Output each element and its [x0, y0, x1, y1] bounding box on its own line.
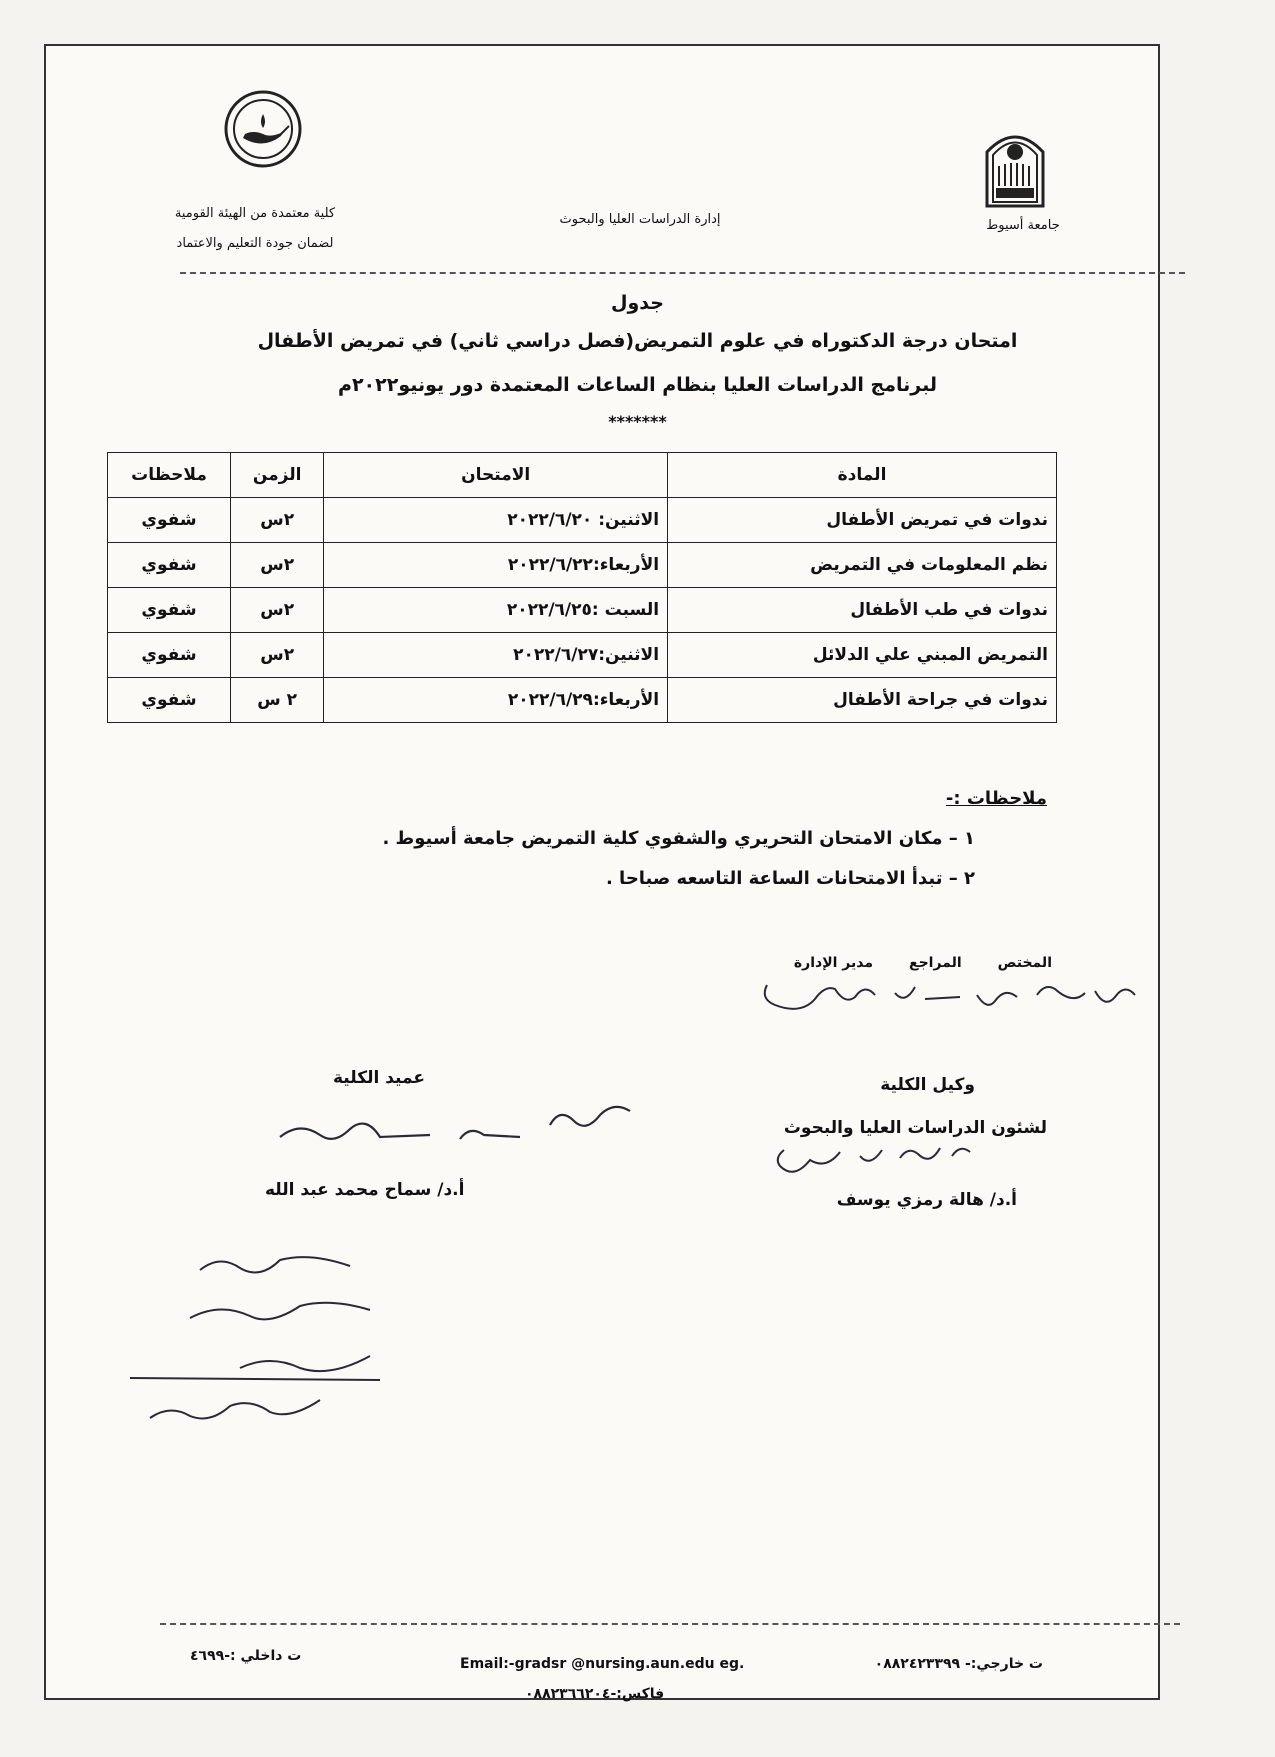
- email-address: Email:-gradsr @nursing.aun.edu eg.: [460, 1656, 745, 1672]
- note-item-2: ٢ – تبدأ الامتحانات الساعة التاسعه صباحا .: [605, 868, 975, 889]
- approval-signatures: [755, 975, 1150, 1035]
- vice-dean-portfolio: لشئون الدراسات العليا والبحوث: [783, 1118, 1047, 1138]
- external-phone: ت خارجي:- ٠٨٨٢٤٢٣٣٩٩: [874, 1656, 1043, 1672]
- row-subject: التمريض المبني علي الدلائل: [668, 633, 1057, 678]
- table-row: [108, 633, 1057, 678]
- internal-phone: ت داخلي :-٤٦٩٩: [190, 1648, 302, 1664]
- row-subject: نظم المعلومات في التمريض: [668, 543, 1057, 588]
- notes-heading: ملاحظات :-: [945, 788, 1047, 809]
- row-notes: شفوي: [108, 588, 231, 633]
- approvals-row: [752, 955, 1052, 971]
- table-row: [108, 588, 1057, 633]
- row-exam: الأربعاء:٢٠٢٢/٦/٢٩: [324, 678, 668, 723]
- exam-title: امتحان درجة الدكتوراه في علوم التمريض(فصل دراسي ثاني) في تمريض الأطفال: [257, 330, 1018, 352]
- header-exam: الامتحان: [324, 453, 668, 498]
- handwritten-annotation: [120, 1240, 410, 1430]
- row-time: ٢س: [231, 588, 324, 633]
- table-header-row: [108, 453, 1057, 498]
- row-exam: السبت :٢٠٢٢/٦/٢٥: [324, 588, 668, 633]
- row-subject: ندوات في جراحة الأطفال: [668, 678, 1057, 723]
- row-time: ٢س: [231, 633, 324, 678]
- accreditation-line-2: لضمان جودة التعليم والاعتماد: [176, 236, 334, 251]
- row-exam: الأربعاء:٢٠٢٢/٦/٢٢: [324, 543, 668, 588]
- row-subject: ندوات في تمريض الأطفال: [668, 498, 1057, 543]
- vice-dean-title: وكيل الكلية: [880, 1075, 975, 1095]
- approval-reviewer: المراجع: [909, 955, 962, 971]
- table-row: [108, 543, 1057, 588]
- header-notes: ملاحظات: [108, 453, 231, 498]
- table-row: [108, 678, 1057, 723]
- row-time: ٢س: [231, 543, 324, 588]
- row-subject: ندوات في طب الأطفال: [668, 588, 1057, 633]
- program-title: لبرنامج الدراسات العليا بنظام الساعات المعتمدة دور يونيو٢٠٢٢م: [338, 374, 937, 396]
- doc-title: جدول: [611, 292, 664, 314]
- header-subject: المادة: [668, 453, 1057, 498]
- title-stars: *******: [608, 412, 667, 431]
- row-notes: شفوي: [108, 543, 231, 588]
- faculty-logo: [223, 88, 303, 170]
- table-row: [108, 498, 1057, 543]
- dean-title: عميد الكلية: [333, 1068, 425, 1088]
- dean-signature: [270, 1085, 650, 1165]
- accreditation-line-1: كلية معتمدة من الهيئة القومية: [174, 206, 336, 221]
- fax-number: فاكس:-٠٨٨٢٣٦٦٢٠٤: [525, 1686, 665, 1702]
- dean-name: أ.د/ سماح محمد عبد الله: [265, 1180, 465, 1200]
- approval-specialist: المختص: [997, 955, 1052, 971]
- row-exam: الاثنين:٢٠٢٢/٦/٢٧: [324, 633, 668, 678]
- footer-divider: [160, 1623, 1180, 1625]
- exam-schedule-table: [107, 452, 1057, 723]
- header-time: الزمن: [231, 453, 324, 498]
- header-divider: [180, 272, 1185, 274]
- vice-dean-signature: [770, 1140, 980, 1190]
- row-notes: شفوي: [108, 633, 231, 678]
- department-name: إدارة الدراسات العليا والبحوث: [559, 212, 721, 227]
- row-notes: شفوي: [108, 498, 231, 543]
- university-logo: [983, 122, 1047, 208]
- approval-admin-director: مدير الإدارة: [793, 955, 874, 971]
- note-item-1: ١ – مكان الامتحان التحريري والشفوي كلية التمريض جامعة أسيوط .: [382, 828, 975, 849]
- row-time: ٢س: [231, 498, 324, 543]
- row-notes: شفوي: [108, 678, 231, 723]
- row-time: ٢ س: [231, 678, 324, 723]
- vice-dean-name: أ.د/ هالة رمزي يوسف: [836, 1190, 1017, 1210]
- university-name: جامعة أسيوط: [986, 218, 1060, 233]
- row-exam: الاثنين: ٢٠٢٢/٦/٢٠: [324, 498, 668, 543]
